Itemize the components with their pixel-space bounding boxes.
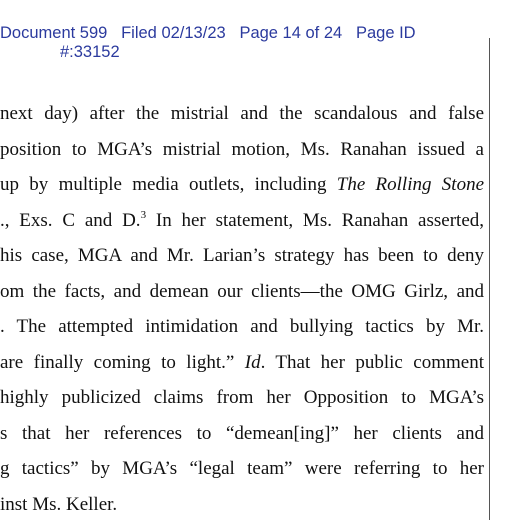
body-line: [0, 206, 484, 242]
filed-date: Filed 02/13/23: [121, 24, 226, 42]
body-line: [0, 348, 484, 384]
line-segment: . That her public comment: [261, 352, 484, 373]
body-line: his case, MGA and Mr. Larian’s strategy has been to deny: [0, 241, 484, 277]
italic-text: Id: [245, 352, 261, 373]
body-line: next day) after the mistrial and the scandalous and false: [0, 99, 484, 135]
body-text: [0, 99, 484, 525]
page-id-value: #:33152: [60, 43, 120, 61]
line-segment: up by multiple media outlets, including: [0, 174, 337, 195]
body-line: [0, 170, 484, 206]
line-segment: In her statement, Ms. Ranahan asserted,: [146, 210, 484, 231]
page-id-label: Page ID: [356, 24, 416, 42]
body-line: inst Ms. Keller.: [0, 490, 484, 525]
body-line: g tactics” by MGA’s “legal team” were referring to her: [0, 454, 484, 490]
line-segment: are finally coming to light.”: [0, 352, 245, 373]
italic-text: The Rolling Stone: [337, 174, 484, 195]
document-number: Document 599: [0, 24, 107, 42]
body-line: s that her references to “demean[ing]” her clients and: [0, 419, 484, 455]
header-line-1: [0, 24, 416, 42]
body-line: . The attempted intimidation and bullying tactics by Mr.: [0, 312, 484, 348]
body-line: position to MGA’s mistrial motion, Ms. Ranahan issued a: [0, 135, 484, 171]
page-number: Page 14 of 24: [239, 24, 342, 42]
body-line: highly publicized claims from her Opposition to MGA’s: [0, 383, 484, 419]
body-line: om the facts, and demean our clients—the OMG Girlz, and: [0, 277, 484, 313]
line-segment: ., Exs. C and D.: [0, 210, 141, 231]
page-margin-rule: [489, 38, 490, 520]
footnote-ref: 3: [141, 209, 147, 221]
